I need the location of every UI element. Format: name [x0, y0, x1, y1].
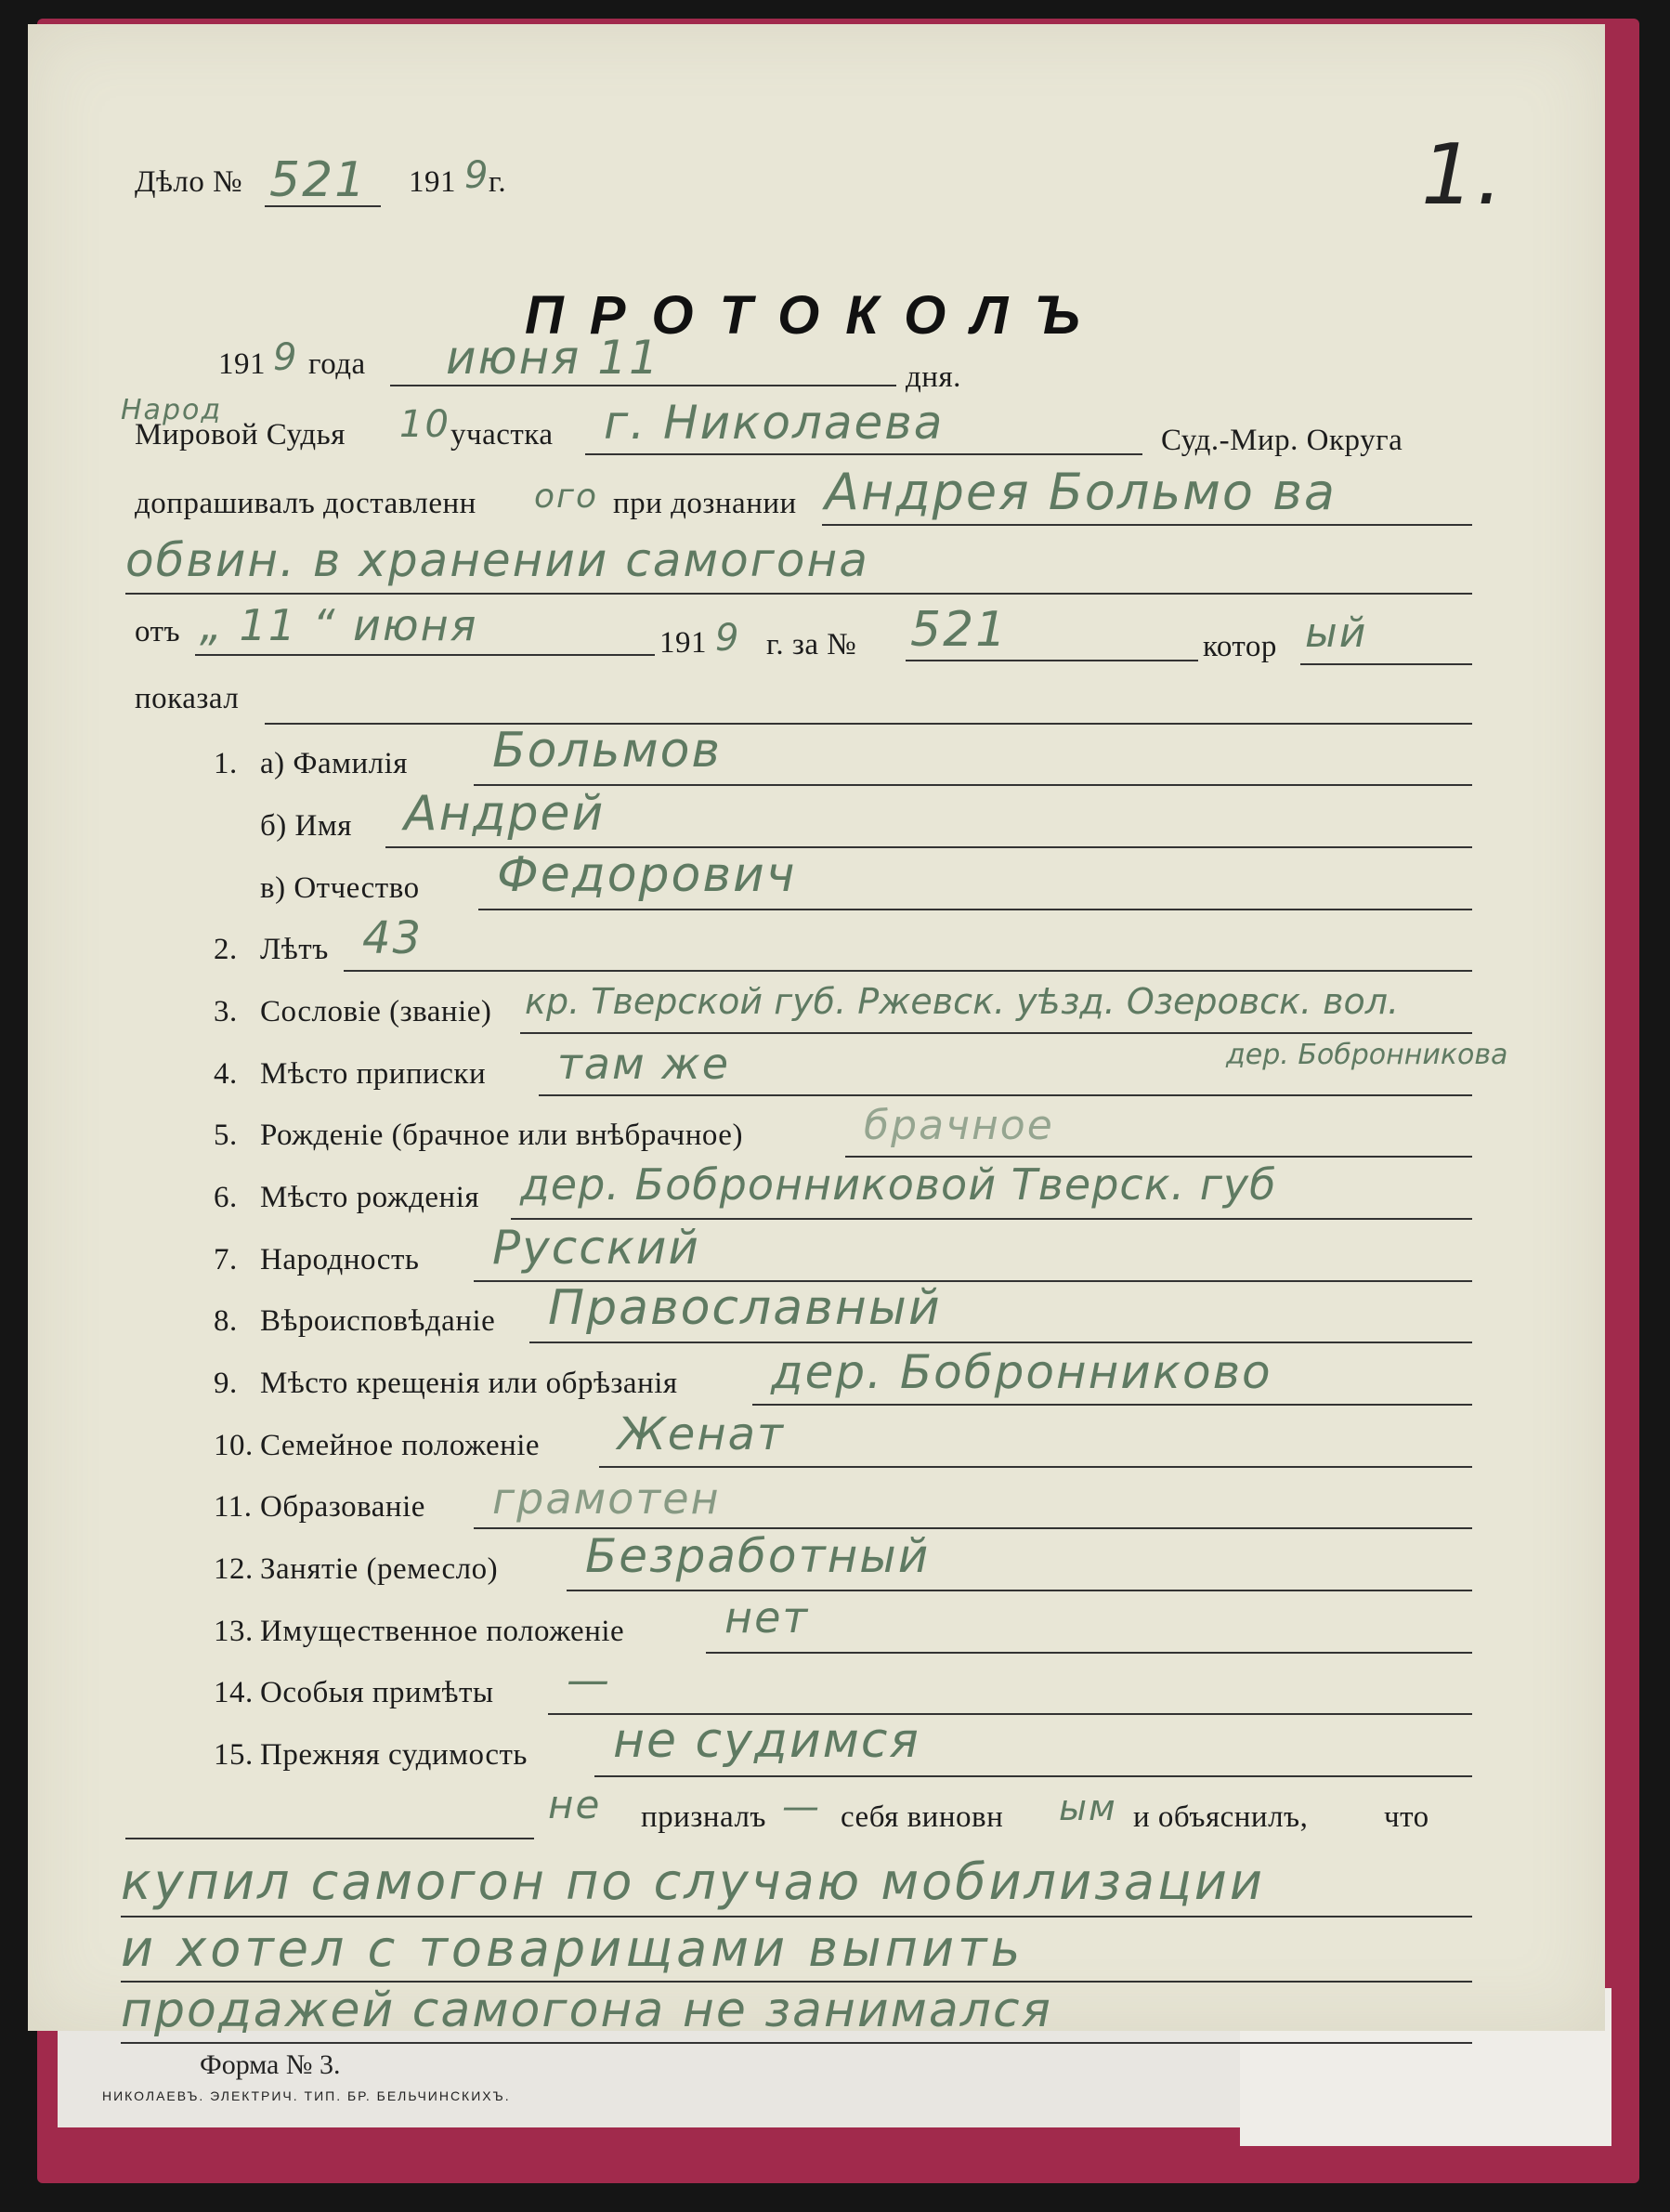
city-line	[585, 453, 1142, 455]
field-line	[599, 1466, 1472, 1468]
field-number: 11.	[214, 1490, 253, 1524]
field-value: кр. Тверской губ. Ржевск. уѣзд. Озеровск. вол.	[525, 981, 1400, 1022]
report-year-printed: 191	[659, 626, 707, 660]
field-line	[520, 1032, 1472, 1034]
district-number: 10	[399, 403, 450, 446]
report-day: „ 11 “	[200, 600, 337, 650]
field-number: 5.	[214, 1119, 238, 1152]
field-line	[474, 784, 1472, 786]
field-line	[567, 1590, 1472, 1591]
case-label: Дѣло №	[135, 165, 243, 199]
field-label: Мѣсто крещенія или обрѣзанія	[260, 1367, 678, 1400]
field-number: 10.	[214, 1429, 254, 1462]
field-number: 12.	[214, 1552, 254, 1586]
field-value: Безработный	[585, 1529, 931, 1583]
field-number: 1.	[214, 747, 238, 780]
date-hand: июня 11	[446, 331, 660, 385]
suspect-name: Андрея Больмо ва	[825, 463, 1337, 521]
testified-label: показал	[135, 682, 240, 715]
case-year-hand: 9	[464, 154, 490, 197]
field-line	[752, 1404, 1472, 1406]
field-number: 15.	[214, 1738, 254, 1772]
field-value: 43	[362, 912, 424, 964]
field-label: Прежняя судимость	[260, 1738, 528, 1772]
case-year-printed: 191	[409, 165, 456, 199]
report-for-label: г. за №	[766, 628, 857, 661]
field-value: нет	[724, 1592, 810, 1643]
inquiry-label: при дознании	[613, 487, 797, 520]
suspect-name-line	[822, 524, 1472, 526]
report-year-hand: 9	[715, 617, 741, 660]
protocol-document	[28, 24, 1605, 2103]
report-date-line	[195, 654, 655, 656]
self-guilty-label: себя виновн	[841, 1800, 1004, 1834]
field-extra-value: дер. Бобронникова	[1226, 1039, 1508, 1071]
field-value: грамотен	[492, 1473, 721, 1524]
field-line	[478, 909, 1472, 910]
judge-label: Мировой Судья	[135, 418, 346, 452]
field-value: Больмов	[492, 723, 723, 779]
plea-lead-line	[125, 1838, 534, 1839]
date-year-hand: 9	[273, 336, 299, 379]
field-number: 4.	[214, 1057, 238, 1091]
report-number-line	[906, 660, 1198, 661]
field-value: там же	[557, 1039, 731, 1089]
from-label: отъ	[135, 615, 181, 648]
accusation-text: обвин. в хранении самогона	[125, 533, 869, 587]
page-number-mark: 1.	[1421, 126, 1505, 224]
field-number: 13.	[214, 1615, 254, 1648]
statement-rule	[121, 2042, 1472, 2044]
field-value: не судимся	[613, 1713, 920, 1769]
field-label: Образованіе	[260, 1490, 425, 1524]
field-number: 6.	[214, 1181, 238, 1214]
city-name: г. Николаева	[604, 396, 945, 450]
document-title: ПРОТОКОЛЪ	[525, 285, 1106, 346]
statement-line: купил самогон по случаю мобилизации	[121, 1852, 1265, 1911]
field-label: Особыя примѣты	[260, 1676, 494, 1709]
field-value: Русский	[492, 1221, 700, 1275]
field-line	[845, 1156, 1472, 1158]
field-value: Андрей	[404, 786, 606, 842]
field-label: Сословіе (званіе)	[260, 995, 492, 1028]
which-label: котор	[1203, 630, 1277, 663]
report-number: 521	[910, 602, 1009, 658]
admitted-label: призналъ	[641, 1800, 766, 1834]
district-label: участка	[450, 418, 554, 452]
field-value: —	[567, 1655, 611, 1705]
form-number: Форма № 3.	[200, 2049, 341, 2080]
field-label: Рожденіе (брачное или внѣбрачное)	[260, 1119, 743, 1152]
field-number: 2.	[214, 933, 238, 966]
field-line	[594, 1775, 1472, 1777]
judge-correction: Народ	[121, 394, 223, 426]
which-ending: ый	[1305, 609, 1368, 657]
field-label: Народность	[260, 1243, 420, 1276]
which-line	[1300, 663, 1472, 665]
field-label: Занятіе (ремесло)	[260, 1552, 499, 1586]
interrogated-ending: ого	[534, 478, 598, 516]
printer-imprint: НИКОЛАЕВЪ. ЭЛЕКТРИЧ. ТИП. БР. БЕЛЬЧИНСКИХЪ.	[102, 2088, 511, 2103]
field-value: дер. Бобронниковой Тверск. губ	[520, 1159, 1277, 1210]
explained-label: и объяснилъ,	[1133, 1800, 1309, 1834]
field-line	[706, 1652, 1472, 1654]
statement-line: продажей самогона не занимался	[121, 1983, 1052, 2038]
field-number: 3.	[214, 995, 238, 1028]
guilty-ending: ым	[1059, 1787, 1117, 1828]
accusation-line	[125, 593, 1472, 595]
field-number: 9.	[214, 1367, 238, 1400]
field-label: б) Имя	[260, 809, 352, 843]
statement-line: и хотел с товарищами выпить	[121, 1919, 1024, 1978]
field-value: Женат	[618, 1408, 785, 1460]
field-number: 8.	[214, 1304, 238, 1338]
that-label: что	[1384, 1800, 1429, 1834]
testified-line	[265, 723, 1472, 725]
interrogated-label: допрашивалъ доставленн	[135, 487, 476, 520]
field-label: Лѣтъ	[260, 933, 329, 966]
date-year-printed: 191	[218, 347, 266, 381]
field-label: Имущественное положеніе	[260, 1615, 625, 1648]
field-label: а) Фамилія	[260, 747, 408, 780]
field-label: Семейное положеніе	[260, 1429, 541, 1462]
field-value: Православный	[548, 1280, 942, 1336]
circuit-label: Суд.-Мир. Округа	[1161, 424, 1403, 457]
date-line	[390, 385, 896, 386]
plea-dash: —	[782, 1786, 821, 1828]
field-number: 14.	[214, 1676, 254, 1709]
field-line	[511, 1218, 1472, 1220]
case-number-line	[265, 205, 381, 207]
field-line	[539, 1094, 1472, 1096]
field-value: брачное	[864, 1102, 1054, 1149]
date-year-label: года	[308, 347, 366, 381]
report-month: июня	[353, 600, 478, 650]
field-label: Вѣроисповѣданіе	[260, 1304, 496, 1338]
field-number: 7.	[214, 1243, 238, 1276]
field-line	[529, 1342, 1472, 1343]
plea-hand: не	[548, 1782, 602, 1827]
field-value: дер. Бобронниково	[771, 1345, 1272, 1399]
case-number: 521	[269, 152, 368, 208]
field-label: Мѣсто приписки	[260, 1057, 487, 1091]
case-year-suffix: г.	[489, 165, 507, 199]
statement-rule	[121, 1916, 1472, 1918]
field-label: в) Отчество	[260, 871, 420, 905]
field-value: Федорович	[497, 847, 797, 903]
day-label: дня.	[906, 360, 961, 394]
field-label: Мѣсто рожденія	[260, 1181, 480, 1214]
field-line	[344, 970, 1472, 972]
